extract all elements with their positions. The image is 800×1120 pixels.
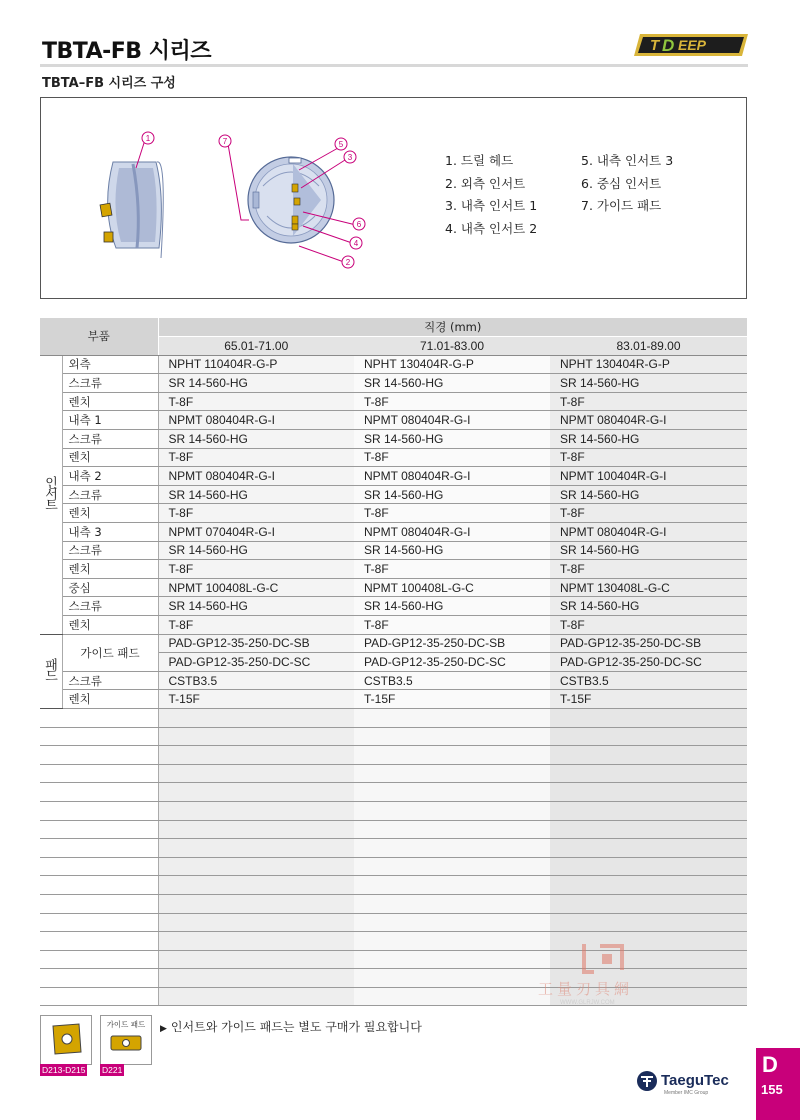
table-cell: SR 14-560-HG [354, 374, 550, 393]
table-cell: NPMT 080404R-G-I [550, 411, 747, 430]
empty-cell [62, 987, 158, 1006]
legend-column-1 [445, 150, 537, 240]
watermark [538, 940, 676, 1012]
table-cell: SR 14-560-HG [158, 597, 354, 616]
empty-cell [354, 764, 550, 783]
guide-pad-label: 가이드 패드 [106, 1020, 146, 1029]
insert-page-ref: D213-D215 [42, 1065, 86, 1075]
empty-cell [40, 764, 62, 783]
row-label: 내측 2 [62, 467, 158, 486]
empty-cell [62, 950, 158, 969]
table-cell: T-8F [550, 616, 747, 635]
empty-cell [40, 950, 62, 969]
empty-cell [158, 969, 354, 988]
table-cell: T-15F [550, 690, 747, 709]
table-cell: T-8F [550, 560, 747, 579]
table-row [40, 671, 747, 690]
parts-table-body [40, 355, 747, 1006]
row-label: 가이드 패드 [62, 634, 158, 671]
table-cell: T-8F [354, 392, 550, 411]
empty-cell [40, 894, 62, 913]
brand-subtext: Member IMC Group [664, 1090, 709, 1096]
empty-cell [40, 783, 62, 802]
empty-cell [158, 913, 354, 932]
table-cell: PAD-GP12-35-250-DC-SC [354, 653, 550, 672]
empty-cell [40, 820, 62, 839]
empty-cell [158, 857, 354, 876]
table-cell: SR 14-560-HG [158, 485, 354, 504]
table-cell: NPHT 130404R-G-P [354, 355, 550, 374]
table-cell: SR 14-560-HG [158, 541, 354, 560]
empty-cell [158, 783, 354, 802]
callout-1: 1 [145, 134, 151, 143]
callout-2: 2 [345, 258, 351, 267]
table-cell: T-8F [354, 616, 550, 635]
empty-cell [40, 727, 62, 746]
empty-cell [354, 894, 550, 913]
empty-cell [40, 801, 62, 820]
table-cell: SR 14-560-HG [550, 485, 747, 504]
empty-cell [354, 820, 550, 839]
empty-cell [550, 894, 747, 913]
row-label: 내측 1 [62, 411, 158, 430]
empty-cell [550, 876, 747, 895]
empty-row [40, 783, 747, 802]
empty-cell [158, 894, 354, 913]
table-cell: SR 14-560-HG [550, 597, 747, 616]
triangle-bullet-icon: ▶ [160, 1024, 167, 1034]
table-cell: PAD-GP12-35-250-DC-SC [550, 653, 747, 672]
guide-pad-reference [100, 1015, 152, 1075]
group-label: 패드 [42, 658, 57, 681]
callout-6: 6 [356, 220, 362, 229]
table-row [40, 634, 747, 653]
empty-cell [40, 857, 62, 876]
empty-cell [62, 820, 158, 839]
row-label: 렌치 [62, 616, 158, 635]
empty-cell [550, 839, 747, 858]
callout-3: 3 [347, 153, 353, 162]
table-cell: T-8F [354, 504, 550, 523]
taegutec-icon [636, 1070, 658, 1092]
tdeep-logo [632, 30, 750, 60]
empty-row [40, 820, 747, 839]
empty-cell [158, 839, 354, 858]
table-row [40, 597, 747, 616]
table-row [40, 411, 747, 430]
table-cell: CSTB3.5 [354, 671, 550, 690]
table-cell: NPMT 130408L-G-C [550, 578, 747, 597]
insert-reference [40, 1015, 92, 1075]
empty-cell [354, 987, 550, 1006]
empty-cell [550, 820, 747, 839]
table-cell: T-15F [354, 690, 550, 709]
table-cell: SR 14-560-HG [550, 430, 747, 449]
empty-cell [550, 727, 747, 746]
row-label: 렌치 [62, 392, 158, 411]
section-subtitle: TBTA–FB 시리즈 구성 [42, 76, 176, 91]
legend-item: 5. 내측 인서트 3 [581, 153, 674, 168]
table-row [40, 578, 747, 597]
table-cell: SR 14-560-HG [158, 430, 354, 449]
empty-cell [40, 932, 62, 951]
empty-cell [62, 913, 158, 932]
table-cell: NPHT 110404R-G-P [158, 355, 354, 374]
row-label: 스크류 [62, 541, 158, 560]
empty-cell [158, 876, 354, 895]
table-cell: T-8F [158, 560, 354, 579]
drill-head-illustration [41, 98, 401, 298]
empty-row [40, 876, 747, 895]
empty-cell [354, 783, 550, 802]
empty-cell [354, 913, 550, 932]
empty-cell [354, 746, 550, 765]
empty-cell [354, 839, 550, 858]
row-label: 스크류 [62, 430, 158, 449]
empty-row [40, 746, 747, 765]
empty-row [40, 708, 747, 727]
empty-cell [158, 820, 354, 839]
diameter-header: 직경 (mm) [158, 318, 747, 337]
empty-row [40, 801, 747, 820]
empty-cell [354, 969, 550, 988]
table-cell: SR 14-560-HG [354, 430, 550, 449]
empty-cell [354, 950, 550, 969]
table-cell: PAD-GP12-35-250-DC-SB [550, 634, 747, 653]
callout-5: 5 [338, 140, 344, 149]
group-label-cell [40, 634, 62, 708]
table-row [40, 541, 747, 560]
guide-pad-icon [101, 1016, 151, 1064]
empty-cell [158, 987, 354, 1006]
empty-cell [40, 987, 62, 1006]
table-cell: T-8F [158, 448, 354, 467]
table-row [40, 690, 747, 709]
empty-cell [62, 727, 158, 746]
table-cell: NPMT 080404R-G-I [354, 523, 550, 542]
svg-text:D: D [662, 36, 675, 55]
table-cell: NPHT 130404R-G-P [550, 355, 747, 374]
page-title: TBTA-FB 시리즈 [42, 39, 211, 64]
empty-cell [158, 727, 354, 746]
empty-cell [62, 857, 158, 876]
table-cell: PAD-GP12-35-250-DC-SB [158, 634, 354, 653]
row-label: 스크류 [62, 374, 158, 393]
legend-item: 4. 내측 인서트 2 [445, 220, 538, 236]
table-cell: NPMT 070404R-G-I [158, 523, 354, 542]
table-row [40, 374, 747, 393]
page-tab [756, 1048, 800, 1120]
legend-item: 2. 외측 인서트 [445, 175, 526, 191]
empty-cell [550, 913, 747, 932]
empty-cell [550, 857, 747, 876]
empty-cell [62, 746, 158, 765]
empty-cell [550, 708, 747, 727]
insert-icon [41, 1016, 91, 1064]
group-label: 인서트 [42, 476, 57, 510]
table-cell: T-8F [550, 504, 747, 523]
range-header: 65.01-71.00 [158, 337, 354, 356]
row-label: 외측 [62, 355, 158, 374]
guide-pad-page-ref: D221 [102, 1065, 123, 1075]
empty-cell [550, 783, 747, 802]
empty-cell [158, 950, 354, 969]
row-label: 중심 [62, 578, 158, 597]
table-row [40, 430, 747, 449]
empty-cell [550, 746, 747, 765]
empty-cell [550, 801, 747, 820]
drill-head-front-view [248, 157, 334, 243]
table-cell: T-8F [550, 448, 747, 467]
empty-cell [40, 876, 62, 895]
empty-cell [62, 708, 158, 727]
purchase-note-text: 인서트와 가이드 패드는 별도 구매가 필요합니다 [170, 1020, 422, 1034]
empty-cell [40, 969, 62, 988]
legend-item: 3. 내측 인서트 1 [445, 198, 538, 213]
table-cell: SR 14-560-HG [550, 541, 747, 560]
table-cell: NPMT 080404R-G-I [158, 411, 354, 430]
table-cell: CSTB3.5 [550, 671, 747, 690]
empty-row [40, 764, 747, 783]
empty-cell [158, 708, 354, 727]
table-cell: T-8F [354, 448, 550, 467]
table-cell: T-8F [550, 392, 747, 411]
table-row [40, 504, 747, 523]
empty-row [40, 839, 747, 858]
table-row [40, 448, 747, 467]
empty-cell [158, 801, 354, 820]
purchase-note [160, 1018, 422, 1035]
range-header: 83.01-89.00 [550, 337, 747, 356]
svg-text:T: T [650, 37, 660, 54]
table-cell: T-8F [158, 616, 354, 635]
table-cell: SR 14-560-HG [550, 374, 747, 393]
title-divider [40, 64, 748, 67]
empty-row [40, 894, 747, 913]
empty-cell [62, 894, 158, 913]
group-label-cell [40, 355, 62, 634]
empty-cell [354, 727, 550, 746]
legend-item: 1. 드릴 헤드 [445, 153, 514, 168]
table-cell: NPMT 080404R-G-I [158, 467, 354, 486]
empty-row [40, 857, 747, 876]
table-cell: SR 14-560-HG [354, 485, 550, 504]
empty-cell [62, 839, 158, 858]
table-row [40, 467, 747, 486]
row-label: 스크류 [62, 597, 158, 616]
empty-cell [158, 932, 354, 951]
row-label: 렌치 [62, 448, 158, 467]
empty-cell [158, 764, 354, 783]
watermark-logo [578, 940, 638, 976]
legend-item: 7. 가이드 패드 [581, 198, 662, 213]
table-cell: T-8F [354, 560, 550, 579]
table-row [40, 616, 747, 635]
row-label: 내측 3 [62, 523, 158, 542]
table-cell: NPMT 080404R-G-I [354, 467, 550, 486]
assembly-figure [40, 97, 747, 299]
table-row [40, 355, 747, 374]
table-row [40, 392, 747, 411]
empty-cell [62, 932, 158, 951]
watermark-url: WWW.GLRJW.COM [560, 1000, 615, 1006]
empty-cell [62, 969, 158, 988]
row-label: 렌치 [62, 560, 158, 579]
empty-row [40, 727, 747, 746]
svg-text:EEP: EEP [678, 37, 707, 53]
empty-cell [354, 857, 550, 876]
empty-cell [354, 876, 550, 895]
parts-table [40, 318, 747, 1006]
drill-head-side-view [100, 162, 163, 258]
callout-7: 7 [222, 137, 228, 146]
table-cell: NPMT 100404R-G-I [550, 467, 747, 486]
table-cell: SR 14-560-HG [158, 374, 354, 393]
row-label: 스크류 [62, 671, 158, 690]
empty-cell [354, 708, 550, 727]
empty-cell [40, 839, 62, 858]
brand-name: TaeguTec [661, 1072, 729, 1089]
table-cell: PAD-GP12-35-250-DC-SB [354, 634, 550, 653]
table-cell: NPMT 100408L-G-C [158, 578, 354, 597]
watermark-text: 工量刃具網 [538, 980, 634, 998]
legend-item: 6. 중심 인서트 [581, 175, 662, 191]
table-row [40, 485, 747, 504]
empty-cell [40, 913, 62, 932]
empty-cell [354, 932, 550, 951]
table-cell: T-8F [158, 504, 354, 523]
table-cell: NPMT 100408L-G-C [354, 578, 550, 597]
table-row [40, 560, 747, 579]
section-letter: D [762, 1052, 778, 1077]
empty-cell [62, 876, 158, 895]
table-cell: PAD-GP12-35-250-DC-SC [158, 653, 354, 672]
table-cell: SR 14-560-HG [354, 597, 550, 616]
table-row [40, 523, 747, 542]
empty-cell [158, 746, 354, 765]
empty-cell [40, 746, 62, 765]
empty-cell [40, 708, 62, 727]
empty-cell [62, 801, 158, 820]
table-cell: CSTB3.5 [158, 671, 354, 690]
row-label: 렌치 [62, 690, 158, 709]
empty-row [40, 913, 747, 932]
legend-column-2 [581, 150, 673, 218]
part-column-header: 부품 [40, 318, 158, 355]
page-number: 155 [761, 1082, 783, 1097]
table-cell: SR 14-560-HG [354, 541, 550, 560]
empty-cell [62, 764, 158, 783]
range-header: 71.01-83.00 [354, 337, 550, 356]
callout-4: 4 [353, 239, 359, 248]
empty-cell [354, 801, 550, 820]
row-label: 스크류 [62, 485, 158, 504]
table-cell: NPMT 080404R-G-I [550, 523, 747, 542]
table-cell: NPMT 080404R-G-I [354, 411, 550, 430]
row-label: 렌치 [62, 504, 158, 523]
empty-cell [62, 783, 158, 802]
empty-cell [550, 764, 747, 783]
table-cell: T-15F [158, 690, 354, 709]
table-cell: T-8F [158, 392, 354, 411]
